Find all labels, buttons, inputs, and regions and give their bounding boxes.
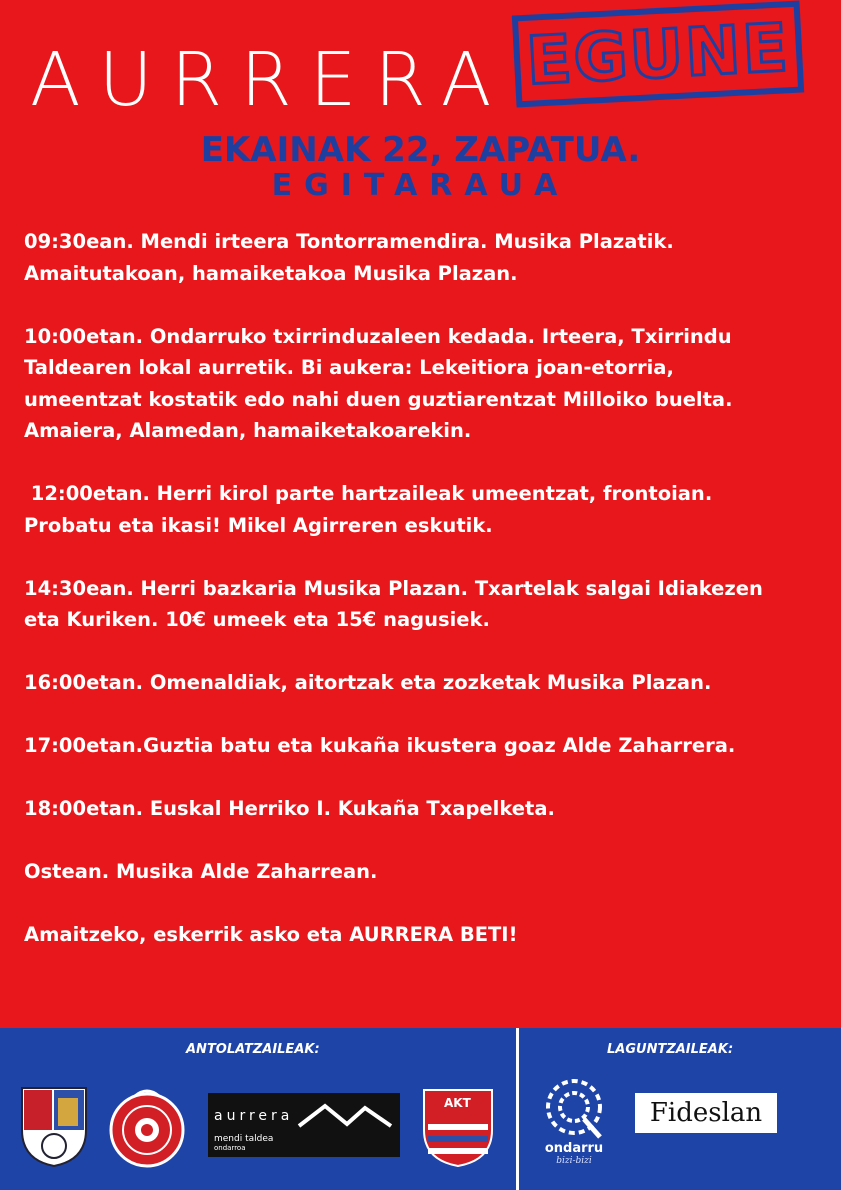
egune-badge — [512, 1, 804, 108]
club-crest-logo — [108, 1086, 186, 1170]
event-item: 16:00etan. Omenaldiak, aitortzak eta zozketak Musika Plazan. — [24, 671, 712, 694]
event-item: Amaitzeko, eskerrik asko eta AURRERA BETI! — [24, 923, 518, 946]
header — [0, 0, 841, 210]
footer-divider — [516, 1028, 519, 1190]
egune-text: EGUNE — [524, 8, 792, 100]
event-item: 09:30ean. Mendi irteera Tontorramendira. Musika Plazatik. Amaitutakoan, hamaiketakoa Musika Plazan. — [24, 230, 674, 285]
event-item: 10:00etan. Ondarruko txirrinduzaleen kedada. Irteera, Txirrindu Taldearen lokal aurretik. Bi aukera: Lekeitiora joan-etorria, umeentzat kostatik edo nahi duen guztiarentzat Milloiko buelta. Amaiera, Alamedan, hamaiketakoarekin. — [24, 324, 733, 442]
fideslan-logo — [635, 1093, 777, 1133]
wave-q-icon — [542, 1075, 606, 1141]
event-item: 18:00etan. Euskal Herriko I. Kukaña Txapelketa. — [24, 797, 555, 820]
fideslan-name: Fideslan — [649, 1098, 763, 1128]
footer — [0, 1028, 841, 1190]
program-title: EGITARAUA — [271, 168, 570, 203]
shield-logo — [20, 1086, 88, 1168]
shield-icon — [20, 1086, 88, 1168]
crest-icon — [108, 1086, 186, 1170]
event-item: 12:00etan. Herri kirol parte hartzaileak umeentzat, frontoian. Probatu eta ikasi! Mikel Agirreren eskutik. — [24, 482, 713, 537]
events-list — [24, 226, 824, 982]
ondarru-name: ondarru — [544, 1140, 604, 1156]
ondarru-logo — [538, 1062, 610, 1178]
aurrera-mendi-sub: mendi taldea — [214, 1134, 274, 1144]
ondarru-tagline: bizi-bizi — [556, 1155, 592, 1166]
akt-text: AKT — [444, 1096, 471, 1110]
event-item: Ostean. Musika Alde Zaharrean. — [24, 860, 378, 883]
event-date: EKAINAK 22, ZAPATUA. — [200, 130, 641, 170]
mountain-icon — [295, 1098, 395, 1134]
aurrera-mendi-name: aurrera — [214, 1108, 294, 1124]
organizers-label: ANTOLATZAILEAK: — [186, 1042, 320, 1057]
aurrera-mendi-logo — [208, 1093, 400, 1157]
event-item: 17:00etan.Guztia batu eta kukaña ikustera goaz Alde Zaharrera. — [24, 734, 736, 757]
akt-logo — [422, 1088, 494, 1168]
event-item: 14:30ean. Herri bazkaria Musika Plazan. Txartelak salgai Idiakezen eta Kuriken. 10€ umeek eta 15€ nagusiek. — [24, 576, 763, 631]
supporters-label: LAGUNTZAILEAK: — [607, 1042, 734, 1057]
aurrera-mendi-town: ondarroa — [214, 1144, 246, 1152]
aurrera-logo-text: AURRERA — [30, 37, 510, 123]
